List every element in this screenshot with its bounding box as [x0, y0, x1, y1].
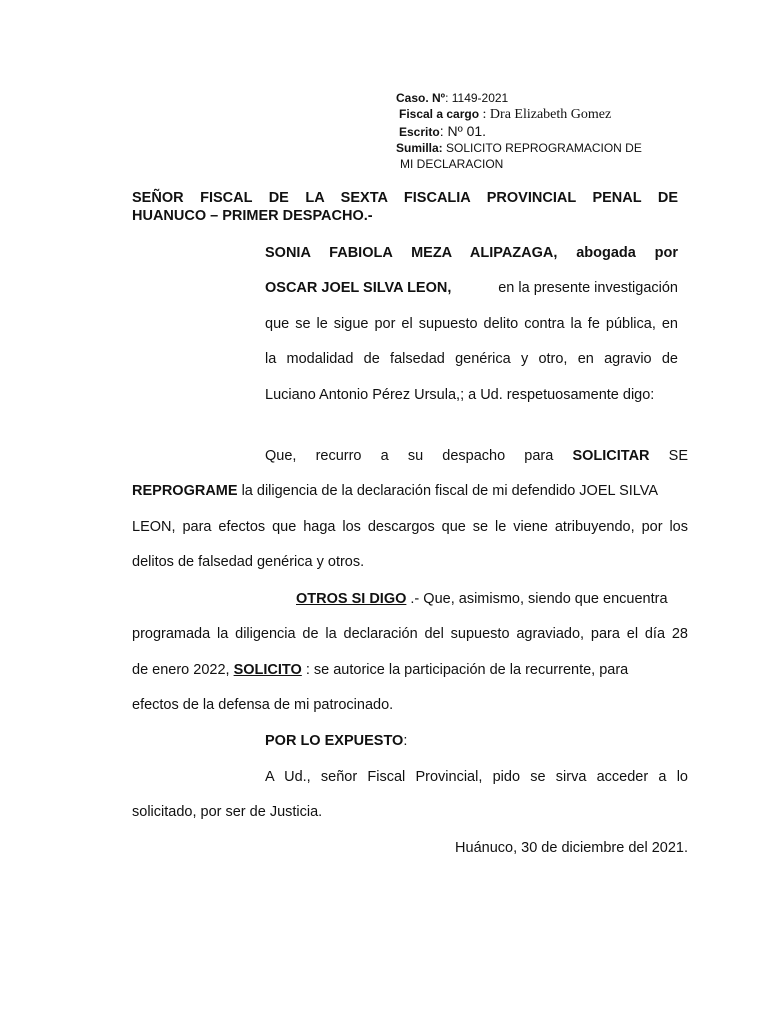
- por-lo-expuesto-colon: :: [403, 733, 408, 749]
- closing-line-2: solicitado, por ser de Justicia.: [132, 804, 323, 820]
- intro-line-5: Luciano Antonio Pérez Ursula,; a Ud. respetuosamente digo:: [265, 387, 655, 403]
- se-word: SE: [668, 448, 689, 464]
- otrosi-line-1-rest: .- Que, asimismo, siendo que encuentra: [406, 591, 668, 607]
- request-line-4: delitos de falsedad genérica y otros.: [132, 554, 365, 570]
- intro-line-2: [265, 279, 678, 297]
- request-line-2: [132, 482, 658, 500]
- sumilla-row-2: [396, 156, 696, 172]
- fiscal-label: Fiscal a cargo: [399, 107, 480, 121]
- client-name: OSCAR JOEL SILVA LEON,: [265, 280, 452, 296]
- lawyer-name: SONIA FABIOLA MEZA ALIPAZAGA,: [265, 245, 558, 261]
- addressee: [132, 189, 678, 225]
- intro-line-2-rest: en la presente investigación: [498, 280, 678, 296]
- case-number-label: Caso. Nº: [396, 91, 446, 105]
- intro-line-3: que se le sigue por el supuesto delito contra la fe pública, en: [265, 316, 678, 332]
- solicitar-keyword: SOLICITAR: [572, 448, 650, 464]
- sumilla-row: [396, 140, 696, 156]
- sumilla-label: Sumilla:: [396, 141, 443, 155]
- request-line-1: [265, 447, 688, 465]
- role-word-1: abogada: [576, 245, 636, 261]
- otrosi-line-2: programada la diligencia de la declaración del supuesto agraviado, para el día 28: [132, 626, 688, 642]
- otrosi-line-4: efectos de la defensa de mi patrocinado.: [132, 697, 394, 713]
- escrito-row: [396, 123, 696, 140]
- otrosi-line-1: [296, 590, 668, 608]
- request-line-3: LEON, para efectos que haga los descargos que se le viene atribuyendo, por los: [132, 519, 688, 535]
- fiscal-value: : Dra Elizabeth Gomez: [479, 107, 612, 122]
- otrosi-label: OTROS SI DIGO: [296, 591, 407, 607]
- fiscal-row: [396, 106, 696, 123]
- role-word-2: por: [654, 245, 679, 261]
- closing-date: Huánuco, 30 de diciembre del 2021.: [455, 840, 688, 856]
- case-header: [396, 90, 696, 172]
- escrito-value: : Nº 01.: [439, 123, 487, 139]
- otrosi-line-3-start: de enero 2022,: [132, 662, 230, 678]
- otrosi-line-3-rest: : se autorice la participación de la recurrente, para: [301, 662, 629, 678]
- escrito-label: Escrito: [399, 125, 440, 139]
- sumilla-value-2: MI DECLARACION: [400, 157, 504, 171]
- closing-line-1: A Ud., señor Fiscal Provincial, pido se sirva acceder a lo: [265, 769, 688, 785]
- intro-line-4: la modalidad de falsedad genérica y otro, en agravio de: [265, 351, 678, 367]
- intro-line-1: [265, 244, 678, 262]
- case-number-value: : 1149-2021: [445, 91, 509, 105]
- reprograme-keyword: REPROGRAME: [132, 483, 238, 499]
- por-lo-expuesto-line: [265, 732, 407, 750]
- por-lo-expuesto: POR LO EXPUESTO: [265, 733, 404, 749]
- addressee-line-2: HUANUCO – PRIMER DESPACHO.-: [132, 208, 373, 224]
- request-line-2-rest: la diligencia de la declaración fiscal de mi defendido JOEL SILVA: [237, 483, 659, 499]
- request-line-1-start: Que, recurro a su despacho para: [265, 448, 554, 464]
- case-number-row: [396, 90, 696, 106]
- addressee-line-1: SEÑOR FISCAL DE LA SEXTA FISCALIA PROVINCIAL PENAL DE: [132, 190, 678, 206]
- sumilla-value-1: SOLICITO REPROGRAMACION DE: [442, 141, 642, 155]
- solicito-keyword: SOLICITO: [233, 662, 302, 678]
- otrosi-line-3: [132, 661, 688, 679]
